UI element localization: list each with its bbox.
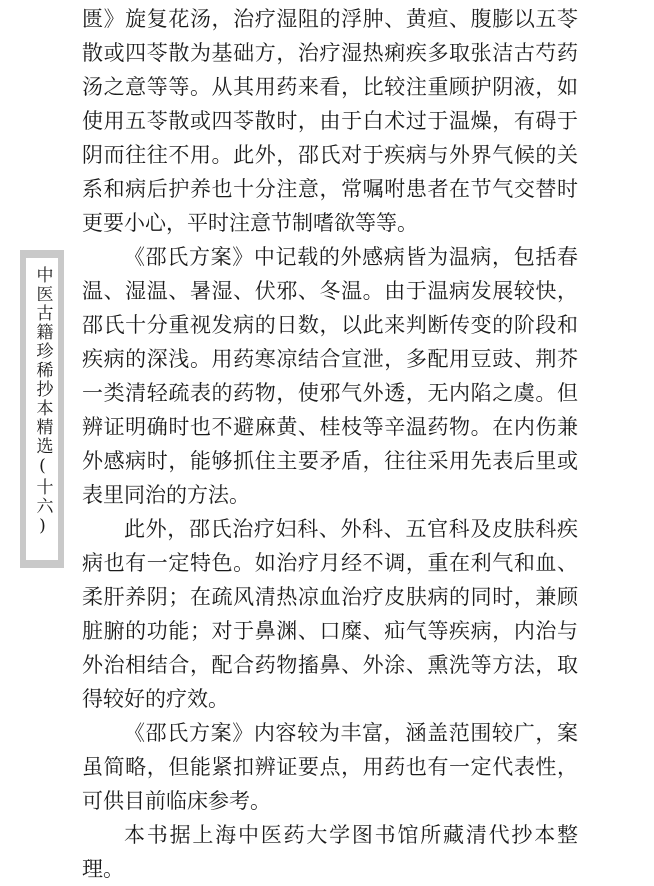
paragraph-evaluation: 《邵氏方案》内容较为丰富，涵盖范围较广，案虽简略，但能紧扣辨证要点，用药也有一定代表性，可供目前临床参考。 (82, 721, 578, 813)
paragraph-exogenous-diseases: 《邵氏方案》中记载的外感病皆为温病，包括春温、湿温、暑湿、伏邪、冬温。由于温病发展较快，邵氏十分重视发病的日数，以此来判断传变的阶段和疾病的深浅。用药寒凉结合宣泄，多配用豆豉、荆芥一类清轻疏表的药物，使邪气外透，无内陷之虞。但辨证明确时也不避麻黄、桂枝等辛温药物。在内伤兼外感病时，能够抓住主要矛盾，往往采用先表后里或表里同治的方法。 (82, 245, 578, 507)
series-side-tab-inner (26, 258, 58, 560)
paragraph-continuation: 匮》旋复花汤，治疗湿阻的浮肿、黄疸、腹膨以五苓散或四苓散为基础方，治疗湿热痢疾多取张洁古芍药汤之意等等。从其用药来看，比较注重顾护阴液，如使用五苓散或四苓散时，由于白术过于温燥，有碍于阴而往往不用。此外，邵氏对于疾病与外界气候的关系和病后护养也十分注意，常嘱咐患者在节气交替时更要小心，平时注意节制嗜欲等等。 (82, 7, 578, 235)
series-side-tab (20, 250, 64, 568)
series-title: 中医古籍珍稀抄本精选(十六) (32, 266, 53, 538)
paragraph-other-specialties: 此外，邵氏治疗妇科、外科、五官科及皮肤科疾病也有一定特色。如治疗月经不调，重在利气和血、柔肝养阴；在疏风清热凉血治疗皮肤病的同时，兼顾脏腑的功能；对于鼻渊、口糜、疝气等疾病，内治与外治相结合，配合药物搐鼻、外涂、熏洗等方法，取得较好的疗效。 (82, 517, 578, 711)
paragraph-source-note: 本书据上海中医药大学图书馆所藏清代抄本整理。 (82, 823, 578, 881)
page-body (82, 0, 578, 886)
